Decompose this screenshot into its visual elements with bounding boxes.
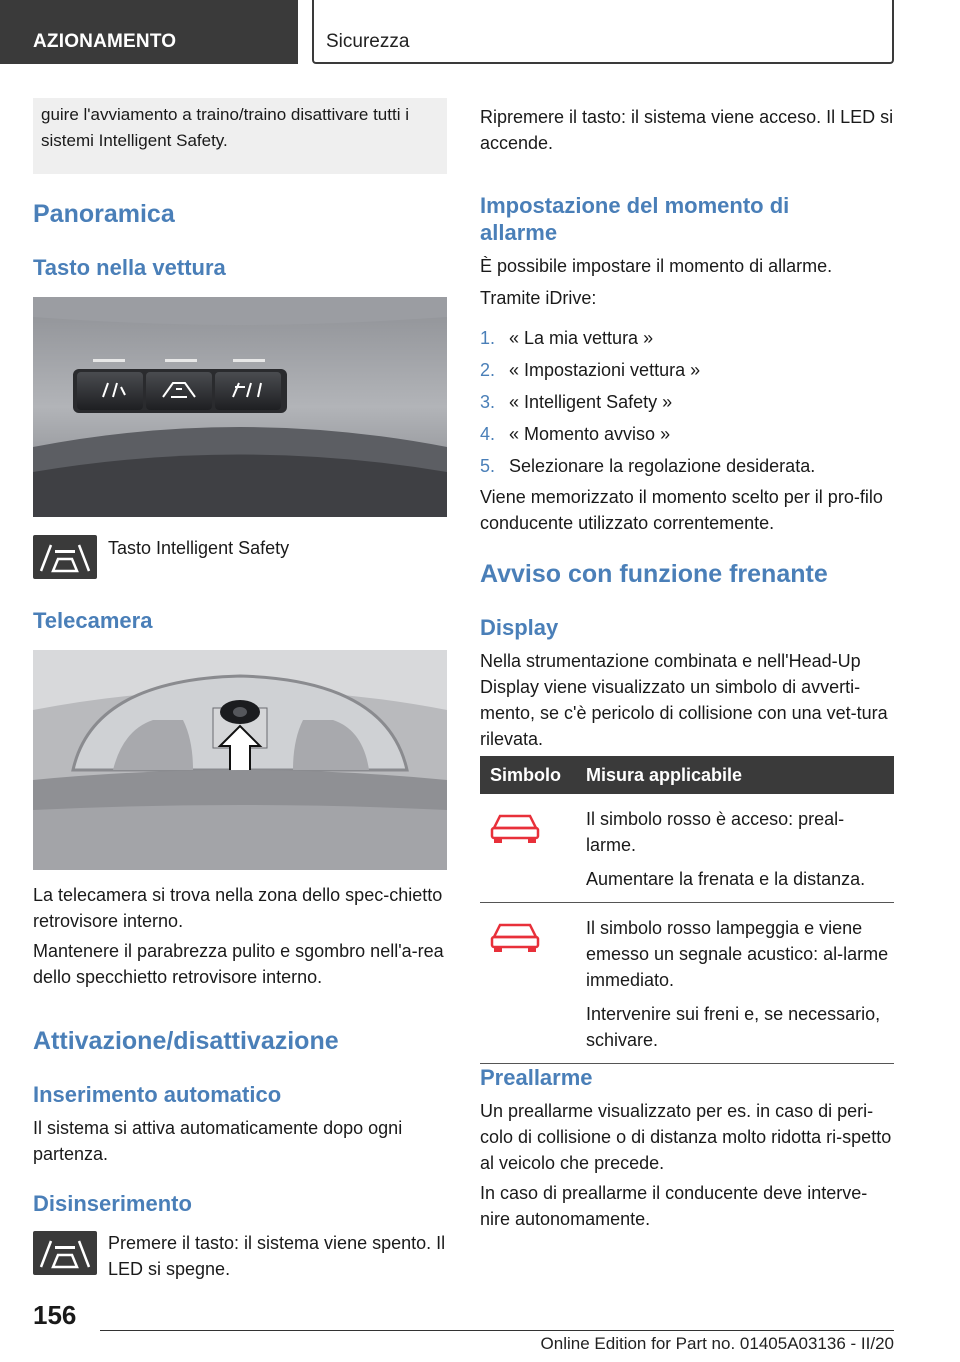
- heading-panoramica: Panoramica: [33, 200, 175, 228]
- table-cell-misura: Il simbolo rosso lampeggia e viene emesso un segnale acustico: al-larme immediato. Intervenire sui freni e, se necessario, schivare.: [576, 903, 894, 1064]
- heading-avviso: Avviso con funzione frenante: [480, 560, 828, 588]
- column-header-simbolo: Simbolo: [480, 756, 576, 794]
- list-item: 2. « Impostazioni vettura »: [480, 360, 701, 380]
- preallarme-paragraph-2: In caso di preallarme il conducente deve interve-nire autonomamente.: [480, 1183, 868, 1229]
- column-header-misura: Misura applicabile: [576, 756, 894, 794]
- list-item: 1. « La mia vettura »: [480, 328, 654, 348]
- telecamera-paragraph-2: Mantenere il parabrezza pulito e sgombro nell'a-rea dello specchietto retrovisore interno.: [33, 941, 444, 987]
- header-chapter-tab: [312, 0, 894, 64]
- heading-display: Display: [480, 615, 559, 640]
- header-section-label: AZIONAMENTO: [33, 31, 177, 52]
- intelligent-safety-button-icon: [33, 1231, 97, 1275]
- table-cell-misura: Il simbolo rosso è acceso: preal-larme. Aumentare la frenata e la distanza.: [576, 794, 894, 903]
- table-row: [480, 794, 894, 903]
- disinserimento-paragraph: Premere il tasto: il sistema viene spento. Il LED si spegne.: [108, 1233, 446, 1279]
- footer-divider: [100, 1330, 894, 1331]
- heading-disinserimento: Disinserimento: [33, 1191, 192, 1216]
- list-item: 3. « Intelligent Safety »: [480, 392, 673, 412]
- preallarme-paragraph-1: Un preallarme visualizzato per es. in caso di peri-colo di collisione o di distanza molto ridotta ri-spetto al veicolo che precede.: [480, 1101, 892, 1173]
- tramite-paragraph: Tramite iDrive:: [480, 288, 597, 308]
- footer-edition: Online Edition for Part no. 01405A03136 - II/20: [540, 1334, 894, 1353]
- heading-impostazione: Impostazione del momento di allarme: [480, 193, 790, 245]
- list-item: 4. « Momento avviso »: [480, 424, 671, 444]
- note-box: guire l'avviamento a traino/traino disattivare tutti i sistemi Intelligent Safety.: [33, 98, 447, 174]
- heading-attivazione: Attivazione/disattivazione: [33, 1027, 339, 1055]
- display-paragraph: Nella strumentazione combinata e nell'Head-Up Display viene visualizzato un simbolo di avverti-mento, se c'è pericolo di collisione con una vet-tura rilevata.: [480, 651, 888, 749]
- camera-photo: [33, 650, 447, 870]
- header-chapter-label: Sicurezza: [326, 31, 410, 52]
- telecamera-paragraph-1: La telecamera si trova nella zona dello spec-chietto retrovisore interno.: [33, 885, 443, 931]
- memorizzato-paragraph: Viene memorizzato il momento scelto per il pro-filo conducente utilizzato correntemente.: [480, 487, 883, 533]
- possibile-paragraph: È possibile impostare il momento di allarme.: [480, 256, 833, 276]
- table-header-row: [480, 756, 894, 794]
- inserimento-paragraph: Il sistema si attiva automaticamente dopo ogni partenza.: [33, 1118, 403, 1164]
- list-item: 5. Selezionare la regolazione desiderata.: [480, 456, 816, 476]
- intelligent-safety-button-icon: [33, 535, 97, 579]
- symbol-table: [480, 756, 894, 1064]
- header-section-tab: [0, 0, 298, 64]
- ripremere-paragraph: Ripremere il tasto: il sistema viene acceso. Il LED si accende.: [480, 107, 894, 153]
- warning-car-icon: [480, 794, 576, 903]
- heading-telecamera: Telecamera: [33, 608, 153, 633]
- button-panel-photo: [33, 297, 447, 517]
- steps-list: [480, 322, 894, 482]
- warning-car-icon: [480, 903, 576, 1064]
- heading-inserimento: Inserimento automatico: [33, 1082, 282, 1107]
- heading-tasto: Tasto nella vettura: [33, 255, 226, 280]
- heading-preallarme: Preallarme: [480, 1065, 593, 1090]
- table-row: [480, 903, 894, 1064]
- page-number: 156: [33, 1300, 77, 1330]
- tasto-caption: Tasto Intelligent Safety: [108, 538, 290, 558]
